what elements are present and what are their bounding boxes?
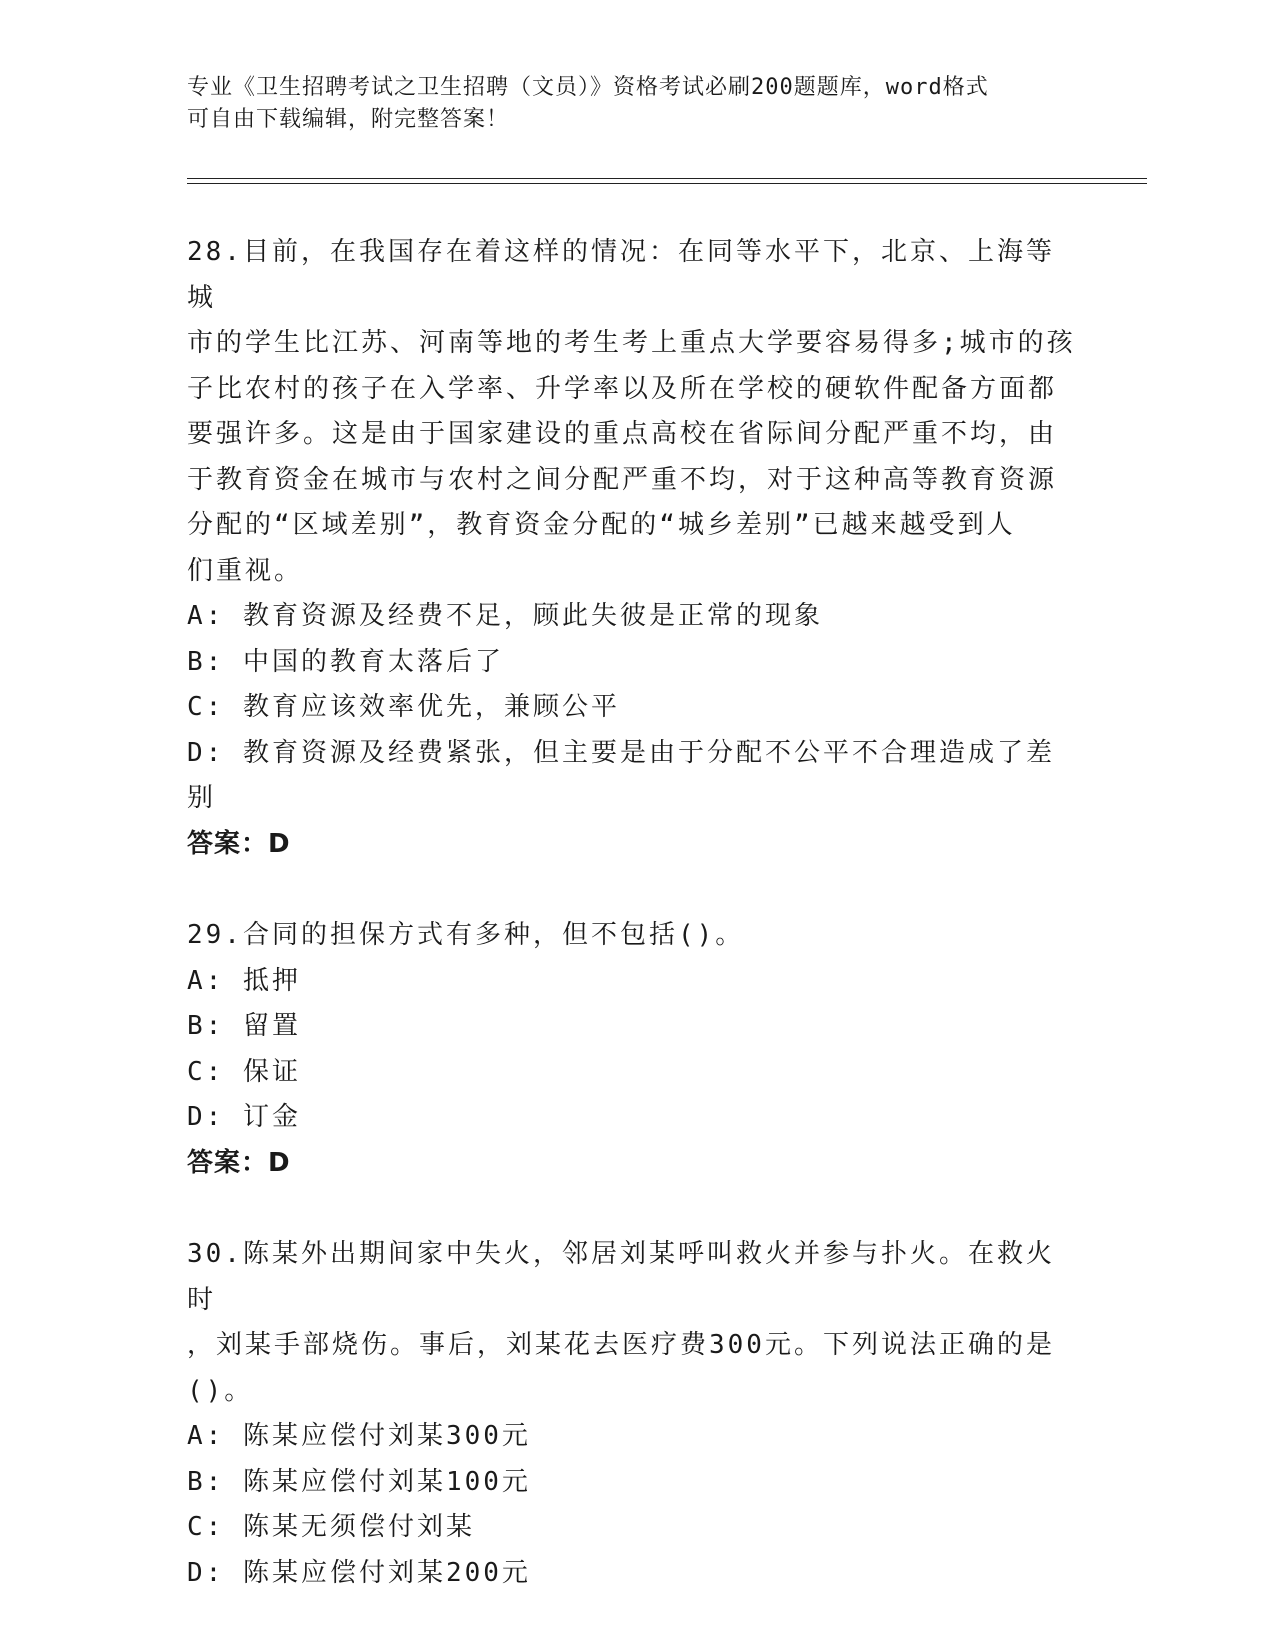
document-header	[187, 72, 1067, 136]
question-list	[187, 230, 1077, 1642]
stem-line: 28.目前，在我国存在着这样的情况：在同等水平下，北京、上海等城	[187, 237, 1055, 313]
option-c: C: 陈某无须偿付刘某	[187, 1512, 475, 1542]
option-c: C: 教育应该效率优先，兼顾公平	[187, 692, 620, 722]
option-b: B: 留置	[187, 1011, 301, 1041]
question-stem	[187, 230, 1077, 594]
option-c: C: 保证	[187, 1056, 301, 1087]
option-a: A: 抵押	[187, 965, 301, 996]
option-d: D: 陈某应偿付刘某200元	[187, 1557, 531, 1588]
question-stem	[187, 1232, 1077, 1414]
header-line-2: 可自由下载编辑，附完整答案！	[187, 107, 510, 132]
stem-line: 子比农村的孩子在入学率、升学率以及所在学校的硬软件配备方面都	[187, 373, 1058, 404]
answer: 答案：D	[187, 1147, 291, 1178]
header-divider-bottom	[187, 183, 1147, 184]
option-a: A: 教育资源及经费不足，顾此失彼是正常的现象	[187, 601, 823, 631]
option-d: D: 教育资源及经费紧张，但主要是由于分配不公平不合理造成了差别	[187, 737, 1055, 813]
stem-line: 分配的“区域差别”，教育资金分配的“城乡差别”已越来越受到人	[187, 510, 1016, 540]
stem-line: 29.合同的担保方式有多种，但不包括()。	[187, 920, 745, 950]
stem-line: 要强许多。这是由于国家建设的重点高校在省际间分配严重不均，由	[187, 419, 1058, 449]
stem-line: ()。	[187, 1375, 254, 1406]
stem-line: 于教育资金在城市与农村之间分配严重不均，对于这种高等教育资源	[187, 464, 1058, 495]
header-divider-top	[187, 178, 1147, 179]
question-29	[187, 913, 1077, 1186]
option-a: A: 陈某应偿付刘某300元	[187, 1421, 531, 1451]
stem-line: 们重视。	[187, 555, 304, 586]
question-28	[187, 230, 1077, 867]
answer: 答案：D	[187, 828, 291, 859]
header-line-1: 专业《卫生招聘考试之卫生招聘（文员）》资格考试必刷200题题库，word格式	[187, 75, 989, 100]
stem-line: 市的学生比江苏、河南等地的考生考上重点大学要容易得多;城市的孩	[187, 328, 1076, 358]
option-b: B: 陈某应偿付刘某100元	[187, 1466, 531, 1497]
stem-line: 30.陈某外出期间家中失火，邻居刘某呼叫救火并参与扑火。在救火时	[187, 1239, 1055, 1315]
option-b: B: 中国的教育太落后了	[187, 646, 504, 677]
question-30	[187, 1232, 1077, 1596]
stem-line: ，刘某手部烧伤。事后，刘某花去医疗费300元。下列说法正确的是	[187, 1330, 1055, 1360]
option-d: D: 订金	[187, 1102, 301, 1132]
question-stem	[187, 913, 1077, 959]
